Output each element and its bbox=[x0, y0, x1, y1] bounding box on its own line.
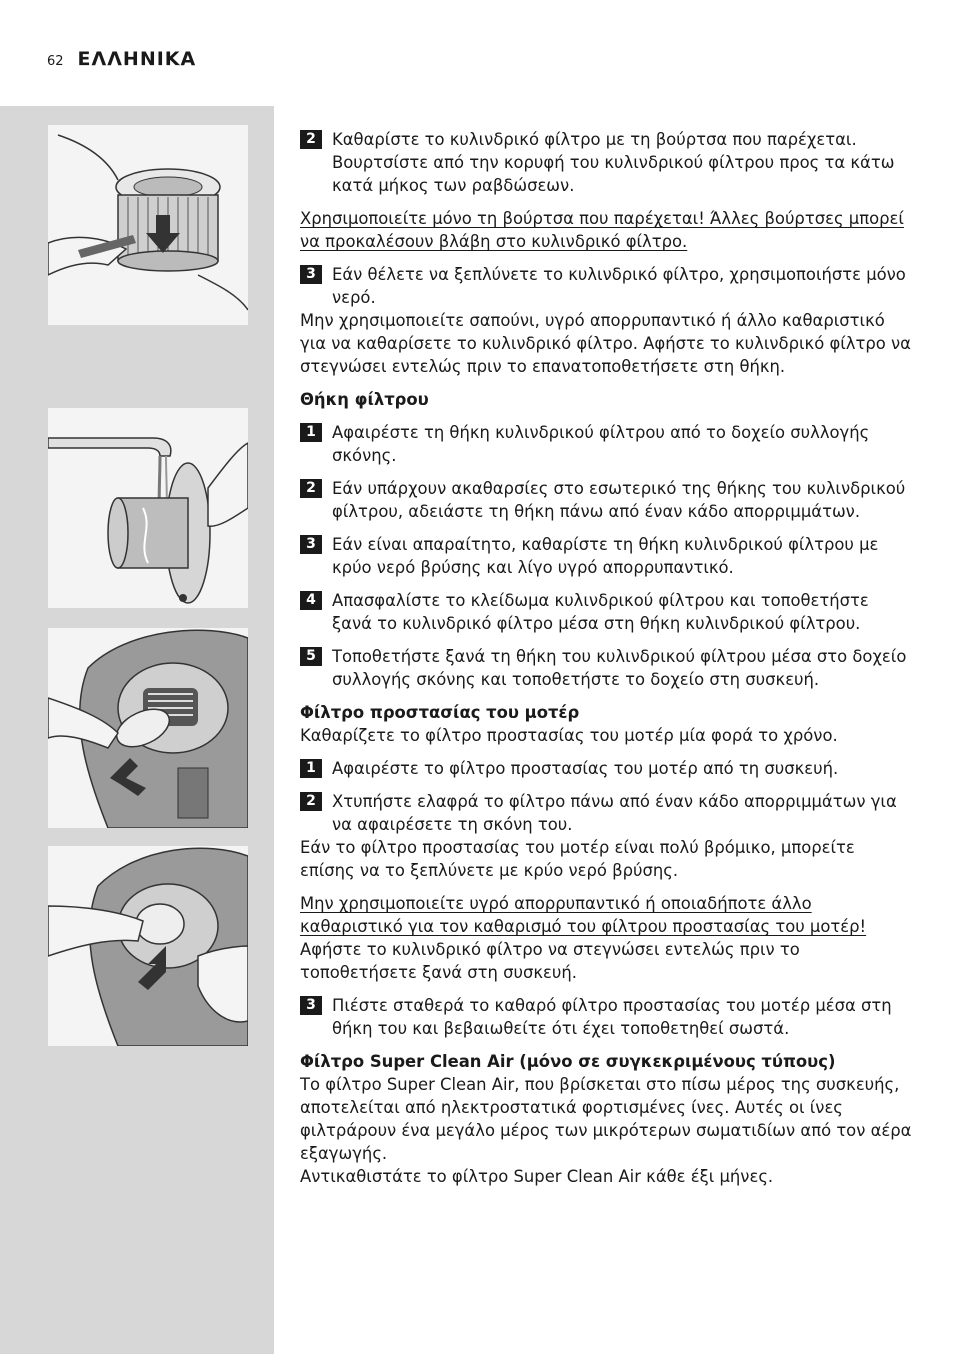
step-item bbox=[300, 477, 912, 523]
step-item bbox=[300, 421, 912, 467]
step-item bbox=[300, 645, 912, 691]
step-number: 2 bbox=[300, 130, 322, 149]
note-text: Το φίλτρο Super Clean Air, που βρίσκεται στο πίσω μέρος της συσκευής, αποτελείται από ηλεκτροστατικά φορτισμένες ίνες. Αυτές οι ίνες φιλτράρουν ένα μεγάλο μέρος των μικρότερων σωματιδίων από τον αέρα εξαγωγής. bbox=[300, 1075, 912, 1163]
step-text: Χτυπήστε ελαφρά το φίλτρο πάνω από έναν κάδο απορριμμάτων για να αφαιρέσετε τη σκόνη του. bbox=[332, 792, 897, 834]
step-text: Εάν υπάρχουν ακαθαρσίες στο εσωτερικό της θήκης του κυλινδρικού φίλτρου, αδειάστε τη θήκη πάνω από έναν κάδο απορριμμάτων. bbox=[332, 479, 906, 521]
step-number: 3 bbox=[300, 535, 322, 554]
illustration-insert-motor-filter bbox=[48, 846, 248, 1046]
remove-motor-filter-drawing bbox=[48, 628, 248, 828]
step-text: Απασφαλίστε το κλείδωμα κυλινδρικού φίλτρου και τοποθετήστε ξανά το κυλινδρικό φίλτρο μέσα στη θήκη κυλινδρικού φίλτρου. bbox=[332, 591, 869, 633]
language-title: ΕΛΛΗΝΙΚΑ bbox=[77, 48, 197, 70]
illustration-pointer bbox=[248, 129, 274, 151]
rinse-housing-drawing bbox=[48, 408, 248, 608]
illustration-brush-filter bbox=[48, 125, 248, 325]
page-number: 62 bbox=[47, 54, 64, 69]
note-text: Αντικαθιστάτε το φίλτρο Super Clean Air κάθε έξι μήνες. bbox=[300, 1167, 774, 1186]
step-item bbox=[300, 994, 912, 1040]
note-text: Καθαρίζετε το φίλτρο προστασίας του μοτέρ μία φορά το χρόνο. bbox=[300, 726, 838, 745]
step-text: Καθαρίστε το κυλινδρικό φίλτρο με τη βούρτσα που παρέχεται. Βουρτσίστε από την κορυφή του κυλινδρικού φίλτρου προς τα κάτω κατά μήκος των ραβδώσεων. bbox=[332, 130, 895, 195]
brush-filter-drawing bbox=[48, 125, 248, 325]
step-item bbox=[300, 533, 912, 579]
step-text: Τοποθετήστε ξανά τη θήκη του κυλινδρικού φίλτρου μέσα στο δοχείο συλλογής σκόνης και τοποθετήστε το δοχείο στη συσκευή. bbox=[332, 647, 907, 689]
step-item bbox=[300, 128, 912, 197]
note-text: Εάν το φίλτρο προστασίας του μοτέρ είναι πολύ βρόμικο, μπορείτε επίσης να το ξεπλύνετε με κρύο νερό βρύσης. bbox=[300, 838, 855, 880]
illustration-pointer bbox=[248, 793, 274, 815]
step-item bbox=[300, 790, 912, 836]
illustration-remove-motor-filter bbox=[48, 628, 248, 828]
illustration-pointer bbox=[248, 565, 274, 587]
step-number: 1 bbox=[300, 423, 322, 442]
instructions-column bbox=[300, 128, 912, 1198]
step-item bbox=[300, 757, 912, 780]
section-heading: Φίλτρο προστασίας του μοτέρ bbox=[300, 703, 580, 722]
step-number: 3 bbox=[300, 996, 322, 1015]
step-item bbox=[300, 263, 912, 309]
step-text: Αφαιρέστε τη θήκη κυλινδρικού φίλτρου από το δοχείο συλλογής σκόνης. bbox=[332, 423, 870, 465]
step-number: 5 bbox=[300, 647, 322, 666]
section-heading: Φίλτρο Super Clean Air (μόνο σε συγκεκριμένους τύπους) bbox=[300, 1052, 836, 1071]
step-number: 4 bbox=[300, 591, 322, 610]
step-text: Αφαιρέστε το φίλτρο προστασίας του μοτέρ από τη συσκευή. bbox=[332, 759, 839, 778]
step-number: 2 bbox=[300, 479, 322, 498]
step-text: Εάν είναι απαραίτητο, καθαρίστε τη θήκη κυλινδρικού φίλτρου με κρύο νερό βρύσης και λίγο υγρό απορρυπαντικό. bbox=[332, 535, 879, 577]
page-header bbox=[47, 48, 196, 74]
illustration-rinse-housing bbox=[48, 408, 248, 608]
step-item bbox=[300, 589, 912, 635]
warning-text: Μην χρησιμοποιείτε υγρό απορρυπαντικό ή οποιαδήποτε άλλο καθαριστικό για τον καθαρισμό του φίλτρου προστασίας του μοτέρ! bbox=[300, 894, 867, 936]
insert-motor-filter-drawing bbox=[48, 846, 248, 1046]
step-text: Πιέστε σταθερά το καθαρό φίλτρο προστασίας του μοτέρ μέσα στη θήκη του και βεβαιωθείτε ότι έχει τοποθετηθεί σωστά. bbox=[332, 996, 892, 1038]
note-text: Αφήστε το κυλινδρικό φίλτρο να στεγνώσει εντελώς πριν το τοποθετήσετε ξανά στη συσκευή. bbox=[300, 940, 800, 982]
note-text: Μην χρησιμοποιείτε σαπούνι, υγρό απορρυπαντικό ή άλλο καθαριστικό για να καθαρίσετε το κυλινδρικό φίλτρο. Αφήστε το κυλινδρικό φίλτρο να στεγνώσει εντελώς πριν το επανατοποθετήσετε στη θήκη. bbox=[300, 311, 911, 376]
step-number: 1 bbox=[300, 759, 322, 778]
warning-text: Χρησιμοποιείτε μόνο τη βούρτσα που παρέχεται! Άλλες βούρτσες μπορεί να προκαλέσουν βλάβη στο κυλινδρικό φίλτρο. bbox=[300, 209, 904, 251]
section-heading: Θήκη φίλτρου bbox=[300, 390, 429, 409]
step-number: 3 bbox=[300, 265, 322, 284]
step-text: Εάν θέλετε να ξεπλύνετε το κυλινδρικό φίλτρο, χρησιμοποιήστε μόνο νερό. bbox=[332, 265, 906, 307]
step-number: 2 bbox=[300, 792, 322, 811]
